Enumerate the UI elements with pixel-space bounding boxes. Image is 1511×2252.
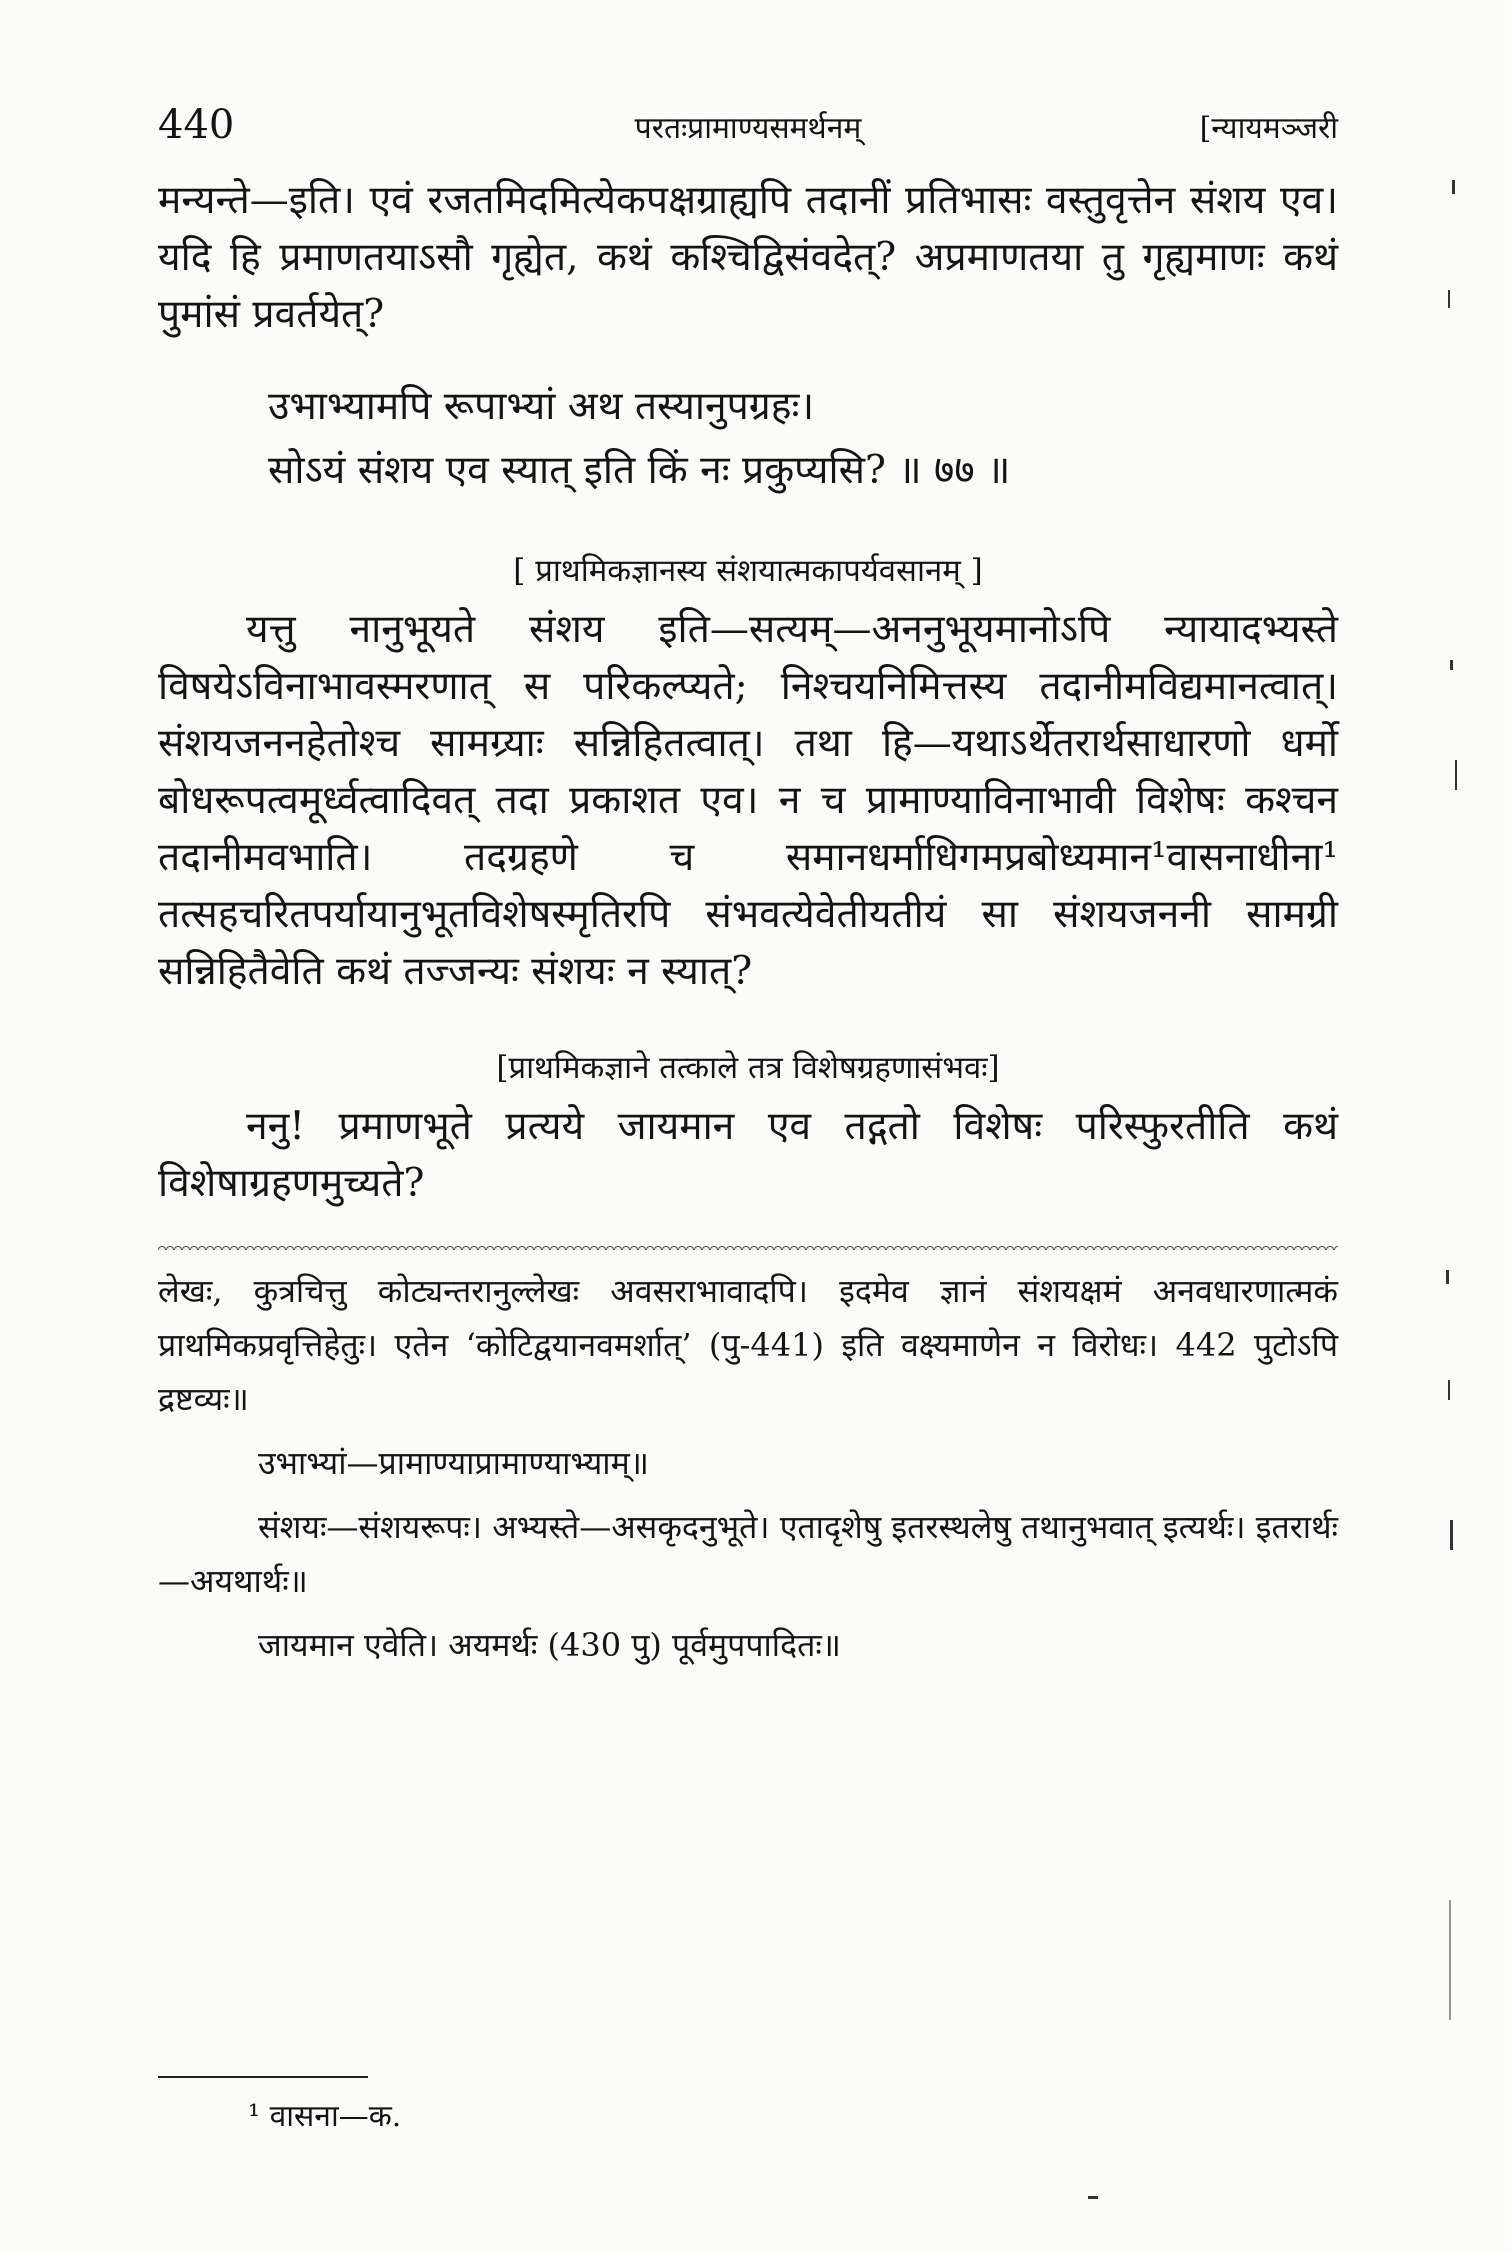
scan-mark (1088, 2196, 1098, 2199)
scan-mark (1450, 660, 1453, 670)
scan-mark (1448, 1380, 1450, 1400)
scan-mark (1450, 1520, 1453, 1550)
main-paragraph-1: मन्यन्ते—इति। एवं रजतमिदमित्येकपक्षग्राह्यपि तदानीं प्रतिभासः वस्तुवृत्तेन संशय एव। यदि हि प्रमाणतयाऽसौ गृह्येत, कथं कश्चिद्विसंवदेत्? अप्रमाणतया तु गृह्यमाणः कथं पुमांसं प्रवर्तयेत्? (158, 178, 1338, 337)
scan-mark (1448, 290, 1450, 308)
commentary-separator (158, 1240, 1338, 1250)
verse (158, 375, 1338, 503)
page-header (158, 92, 1338, 152)
main-paragraph-3: ननु! प्रमाणभूते प्रत्यये जायमान एव तद्गतो विशेषः परिस्फुरतीति कथं विशेषाग्रहणमुच्यते? (158, 1104, 1338, 1206)
scan-mark (1452, 180, 1455, 194)
main-paragraph-2: यत्तु नानुभूयते संशय इति—सत्यम्—अननुभूयमानोऽपि न्यायादभ्यस्ते विषयेऽविनाभावस्मरणात् स परिकल्प्यते; निश्चयनिमित्तस्य तदानीमविद्यमानत्वात्। संशयजननहेतोश्च सामग्र्याः सन्निहितत्वात्। तथा हि—यथाऽर्थेतरार्थसाधारणो धर्मो बोधरूपत्वमूर्ध्वत्वादिवत् तदा प्रकाशत एव। न च प्रामाण्याविनाभावी विशेषः कश्चन तदानीमवभाति। तदग्रहणे च समानधर्माधिगमप्रबोध्यमान¹वासनाधीना¹ तत्सहचरितपर्यायानुभूतविशेषस्मृतिरपि संभवत्येवेतीयतीयं सा संशयजननी सामग्री सन्निहितैवेति कथं तज्जन्यः संशयः न स्यात्? (158, 607, 1338, 994)
scan-mark (1455, 760, 1457, 790)
page-number: 440 (158, 102, 235, 148)
commentary-line-2: उभाभ्यां—प्रामाण्याप्रामाण्याभ्याम्॥ (258, 1444, 649, 1482)
document-page (158, 92, 1338, 2134)
commentary-line-4: जायमान एवेति। अयमर्थः (430 पु) पूर्वमुपपादितः॥ (258, 1626, 841, 1664)
verse-line-1: उभाभ्यामपि रूपाभ्यां अथ तस्यानुपग्रहः। (268, 384, 815, 429)
section-heading-2: [प्राथमिकज्ञाने तत्काले तत्र विशेषग्रहणासंभवः] (496, 1050, 1000, 1086)
commentary-line-3: संशयः—संशयरूपः। अभ्यस्ते—असकृदनुभूते। एतादृशेषु इतरस्थलेषु तथानुभवात् इत्यर्थः। इतरार्थः—अयथार्थः॥ (158, 1508, 1338, 1600)
section-heading-1: [ प्राथमिकज्ञानस्य संशयात्मकापर्यवसानम् ] (513, 553, 983, 589)
scan-mark (1449, 1900, 1451, 2020)
footnote-rule (158, 2076, 368, 2078)
commentary-line-1: लेखः, कुत्रचित्तु कोट्यन्तरानुल्लेखः अवसराभावादपि। इदमेव ज्ञानं संशयक्षमं अनवधारणात्मकं प्राथमिकप्रवृत्तिहेतुः। एतेन ‘कोटिद्वयानवमर्शात्’ (पु-441) इति वक्ष्यमाणेन न विरोधः। 442 पुटोऽपि द्रष्टव्यः॥ (158, 1272, 1338, 1418)
commentary (158, 1264, 1338, 1672)
running-title: परतःप्रामाण्यसमर्थनम् (634, 111, 862, 146)
book-title: [न्यायमञ्जरी (1199, 111, 1338, 146)
scan-mark (1446, 1270, 1449, 1284)
verse-line-2: सोऽयं संशय एव स्यात् इति किं नः प्रकुप्यसि? ॥ ७७ ॥ (268, 448, 1011, 493)
footnote: ¹ वासना—क. (248, 2099, 402, 2134)
